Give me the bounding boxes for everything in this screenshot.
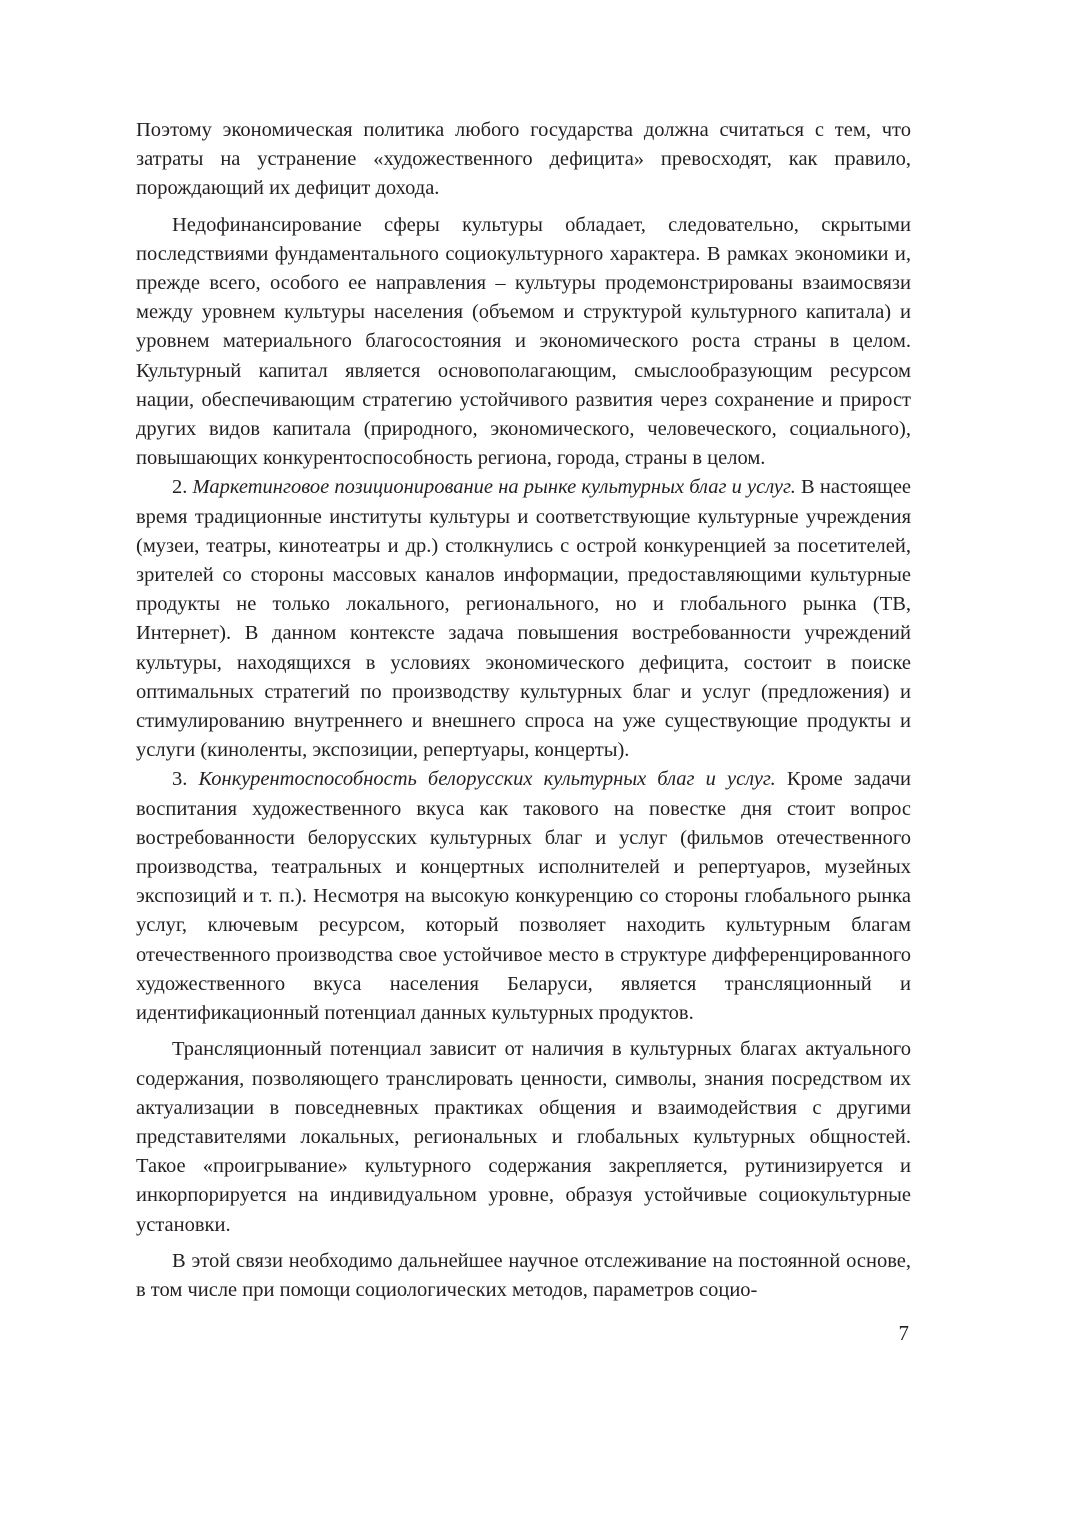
paragraph-1 bbox=[136, 116, 911, 204]
section-heading-3: Конкурентоспособность белорусских культурных благ и услуг. bbox=[198, 768, 776, 791]
paragraph-6-text: В этой связи необходимо дальнейшее научное отслеживание на постоянной основе, в том числе при помощи социологических методов, параметров социо- bbox=[136, 1249, 911, 1301]
paragraph-6 bbox=[136, 1247, 911, 1305]
paragraph-1-text: Поэтому экономическая политика любого государства должна считаться с тем, что затраты на устранение «художественного дефицита» превосходят, как правило, порождающий их дефицит дохода. bbox=[136, 119, 911, 200]
paragraph-4 bbox=[136, 765, 911, 1028]
paragraph-2-text: Недофинансирование сферы культуры обладает, следовательно, скрытыми последствиями фундаментального социокультурного характера. В рамках экономики и, прежде всего, особого ее направления – культуры продемонстрированы взаимосвязи между уровнем культуры населения (объемом и структурой культурного капитала) и уровнем материального благосостояния и экономического роста страны в целом. Культурный капитал является основополагающим, смыслообразующим ресурсом нации, обеспечивающим стратегию устойчивого развития через сохранение и прирост других видов капитала (природного, экономического, человеческого, социального), повышающих конкурентоспособность региона, города, страны в целом. bbox=[136, 213, 911, 470]
body-text bbox=[136, 116, 911, 1305]
paragraph-3 bbox=[136, 473, 911, 765]
section-number-2: 2. bbox=[172, 476, 188, 499]
paragraph-4-text: Кроме задачи воспитания художественного вкуса как такового на повестке дня стоит вопрос востребованности белорусских культурных благ и услуг (фильмов отечественного производства, театральных и концертных исполнителей и репертуаров, музейных экспозиций и т. п.). Несмотря на высокую конкуренцию со стороны глобального рынка услуг, ключевым ресурсом, который позволяет находить культурным благам отечественного производства свое устойчивое место в структуре дифференцированного художественного вкуса населения Беларуси, является трансляционный и идентификационный потенциал данных культурных продуктов. bbox=[136, 768, 912, 1025]
paragraph-3-text: В настоящее время традиционные институты культуры и соответствующие культурные учреждения (музеи, театры, кинотеатры и др.) столкнулись с острой конкуренцией за посетителей, зрителей со стороны массовых каналов информации, предоставляющими культурные продукты не только локального, регионального, но и глобального рынка (ТВ, Интернет). В данном контексте задача повышения востребованности учреждений культуры, находящихся в условиях экономического дефицита, состоит в поиске оптимальных стратегий по производству культурных благ и услуг (предложения) и стимулированию внутреннего и внешнего спроса на уже существующие продукты и услуги (киноленты, экспозиции, репертуары, концерты). bbox=[136, 476, 912, 762]
paragraph-5 bbox=[136, 1035, 911, 1239]
section-heading-2: Маркетинговое позиционирование на рынке культурных благ и услуг. bbox=[192, 476, 796, 499]
paragraph-5-text: Трансляционный потенциал зависит от наличия в культурных благах актуального содержания, позволяющего транслировать ценности, символы, знания посредством их актуализации в повседневных практиках общения и взаимодействия с другими представителями локальных, региональных и глобальных культурных общностей. Такое «проигрывание» культурного содержания закрепляется, рутинизируется и инкорпорируется на индивидуальном уровне, образуя устойчивые социокультурные установки. bbox=[136, 1038, 911, 1236]
paragraph-2 bbox=[136, 211, 911, 474]
page-number: 7 bbox=[898, 1321, 909, 1345]
section-number-3: 3. bbox=[172, 768, 188, 791]
